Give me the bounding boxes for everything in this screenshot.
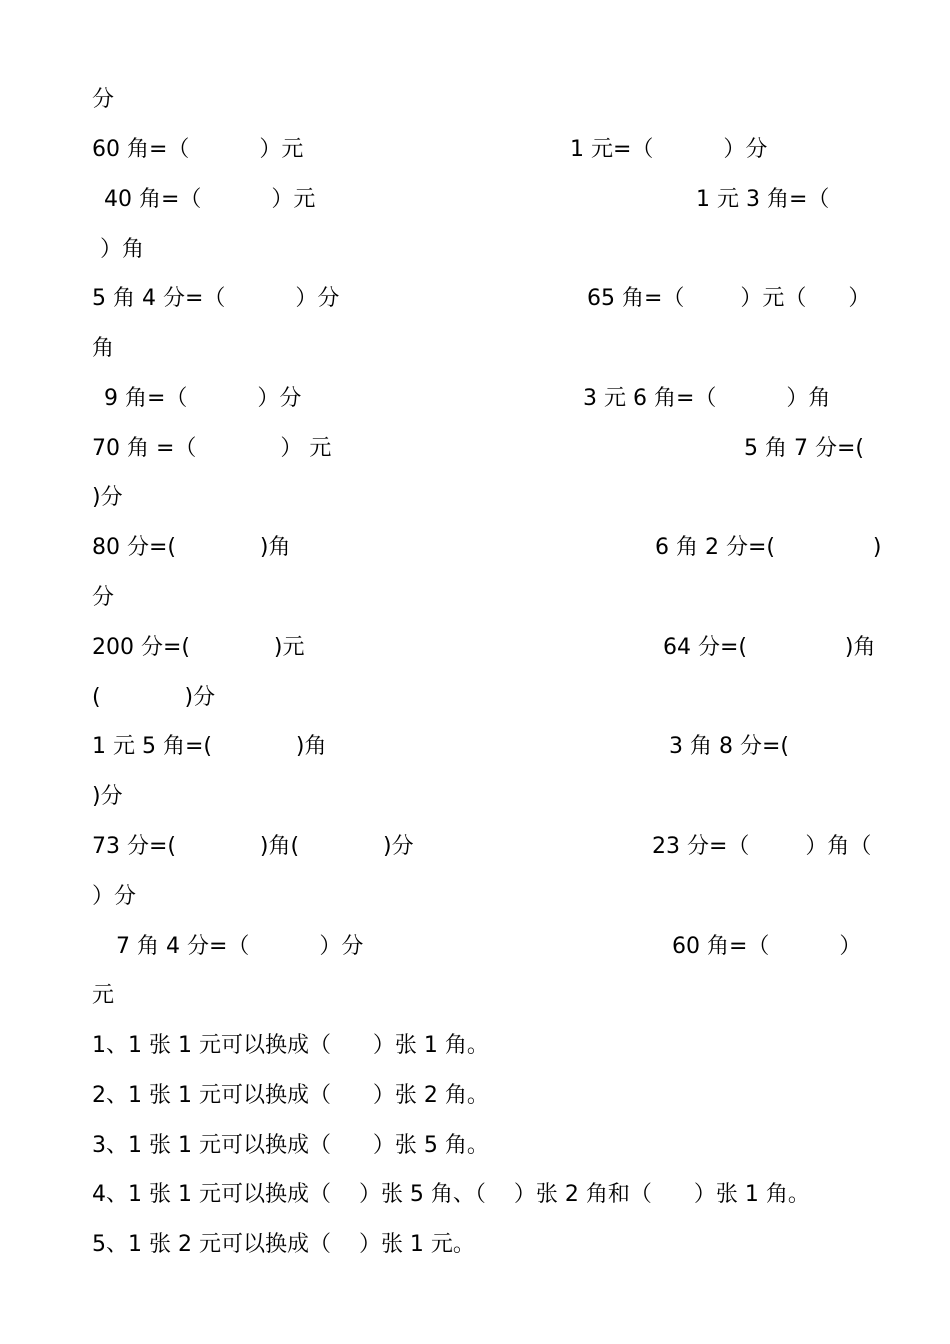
numbered-question-3: 3、1 张 1 元可以换成（ ）张 5 角。 <box>92 1133 489 1158</box>
question-9jiao-to-fen: 9 角=（ ）分 <box>104 386 302 411</box>
question-73fen-to-jiao-fen: 73 分=( )角( )分 <box>92 834 414 859</box>
numbered-question-1: 1、1 张 1 元可以换成（ ）张 1 角。 <box>92 1033 489 1058</box>
question-7jiao4fen-to-fen: 7 角 4 分=（ ）分 <box>116 934 364 959</box>
question-64fen-continuation: ( )分 <box>92 685 216 710</box>
question-80fen-to-jiao: 80 分=( )角 <box>92 535 291 560</box>
question-60jiao-to-yuan: 60 角=（ ）元 <box>92 137 304 162</box>
question-60jiao-second-continuation: 元 <box>92 983 115 1008</box>
question-65jiao-to-yuan-jiao: 65 角=（ ）元（ ） <box>587 286 871 311</box>
question-40jiao-to-yuan: 40 角=（ ）元 <box>104 187 316 212</box>
question-5jiao7fen-continuation: )分 <box>92 485 123 510</box>
question-70jiao-to-yuan: 70 角 =（ ） 元 <box>92 436 332 461</box>
question-1yuan5jiao-to-jiao: 1 元 5 角=( )角 <box>92 734 327 759</box>
question-23fen-to-jiao-fen: 23 分=（ ）角（ <box>652 834 872 859</box>
text-line-1: 分 <box>92 87 115 112</box>
numbered-question-5: 5、1 张 2 元可以换成（ ）张 1 元。 <box>92 1232 475 1257</box>
question-23fen-continuation: ）分 <box>92 884 137 909</box>
question-1yuan3jiao-continuation: ）角 <box>100 237 145 262</box>
question-64fen-to-jiao-fen: 64 分=( )角 <box>663 635 876 660</box>
question-3jiao8fen-continuation: )分 <box>92 784 123 809</box>
question-6jiao2fen-to-fen: 6 角 2 分=( ) <box>655 535 882 560</box>
numbered-question-2: 2、1 张 1 元可以换成（ ）张 2 角。 <box>92 1083 489 1108</box>
question-60jiao-to-yuan-second: 60 角=（ ） <box>672 934 862 959</box>
question-5jiao7fen-to-fen: 5 角 7 分=( <box>744 436 864 461</box>
question-1yuan-to-fen: 1 元=（ ）分 <box>570 137 768 162</box>
question-65jiao-continuation: 角 <box>92 336 115 361</box>
question-6jiao2fen-continuation: 分 <box>92 585 115 610</box>
question-200fen-to-yuan: 200 分=( )元 <box>92 635 305 660</box>
question-1yuan3jiao-to-jiao: 1 元 3 角=（ <box>696 187 830 212</box>
question-3yuan6jiao-to-jiao: 3 元 6 角=（ ）角 <box>583 386 831 411</box>
question-3jiao8fen-to-fen: 3 角 8 分=( <box>669 734 789 759</box>
numbered-question-4: 4、1 张 1 元可以换成（ ）张 5 角、（ ）张 2 角和（ ）张 1 角。 <box>92 1182 810 1207</box>
question-5jiao4fen-to-fen: 5 角 4 分=（ ）分 <box>92 286 340 311</box>
